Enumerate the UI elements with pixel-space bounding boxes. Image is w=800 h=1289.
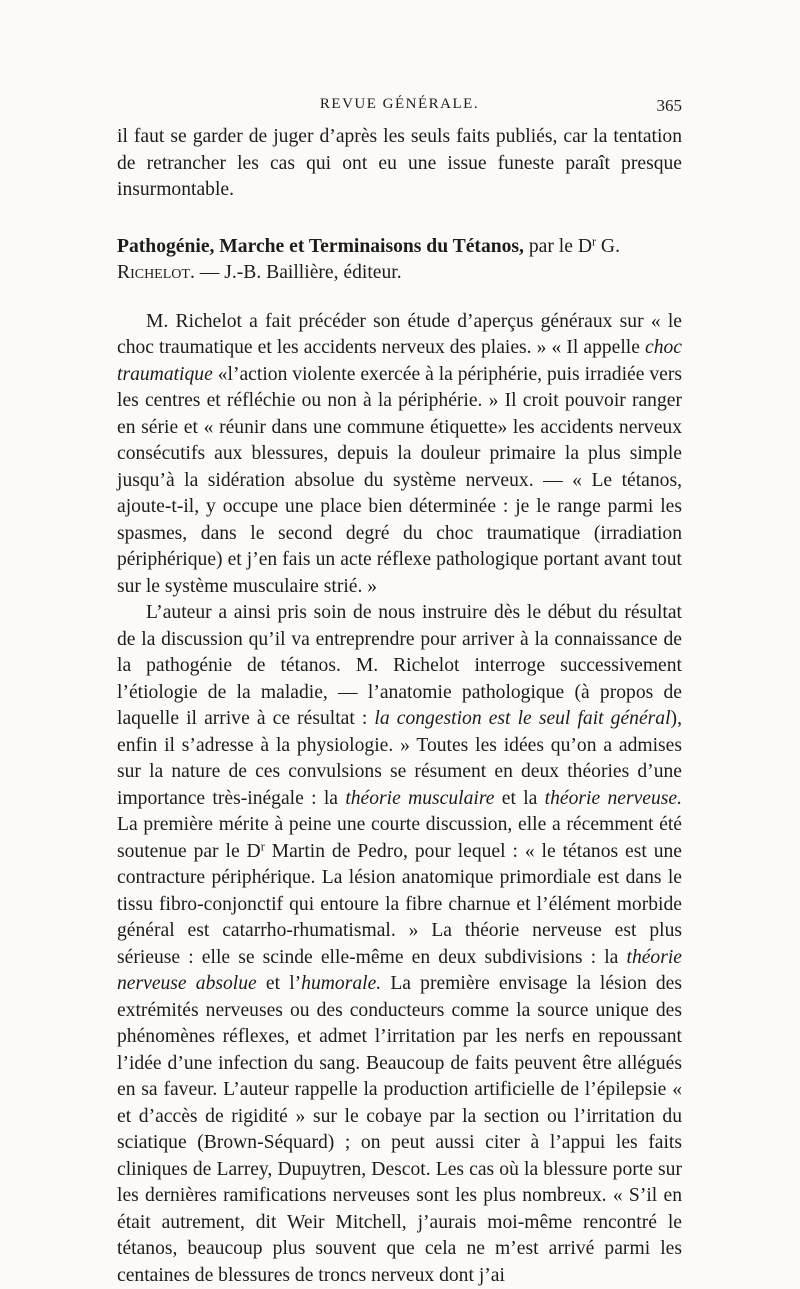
para2-text-7: La première envisage la lésion des extrémités nerveuses ou des conducteurs comme la source unique des phénomènes réflexes, et admet l’irritation par les nerfs en repoussant l’idée d’une infection du sang. Beaucoup de faits peuvent être allégués en sa faveur. L’auteur rappelle la production artificielle de l’épilepsie « et d’accès de rigidité » sur le cobaye par la section ou l’irritation du sciatique (Brown-Séquard) ; on peut aussi citer à l’appui les faits cliniques de Larrey, Dupuytren, Descot. Les cas où la blessure porte sur les dernières ramifications nerveuses sont les plus nombreux. « S’il en était autrement, dit Weir Mitchell, j’aurais moi-même rencontré le tétanos, beaucoup plus souvent que cela ne m’est arrivé parmi les centaines de blessures de troncs nerveux dont j’ai xyxy=(117,973,683,1286)
para2-italic-3: théorie nerveuse. xyxy=(544,787,682,809)
para2-italic-2: théorie musculaire xyxy=(345,787,495,809)
para2-sup-1: r xyxy=(260,838,265,853)
publisher: — J.-B. Baillière, éditeur. xyxy=(199,262,402,283)
para1-text-1: M. Richelot a fait précéder son étude d’aperçus généraux sur « le choc traumatique et les accidents nerveux des plaies. » « Il appelle xyxy=(117,310,682,358)
paragraph-1 xyxy=(117,309,682,601)
para2-italic-4: théorie nerveuse absolue xyxy=(117,946,682,994)
review-heading xyxy=(117,234,682,287)
running-title: REVUE GÉNÉRALE. xyxy=(319,96,480,112)
body-text xyxy=(117,124,682,1289)
para2-text-2: ), enfin il s’adresse à la physiologie. » Toutes les idées qu’on a admises sur la nature de ces convulsions se résument en deux théories d’une importance très-inégale : la xyxy=(117,708,682,809)
para2-italic-5: humorale. xyxy=(301,973,382,994)
review-by-sup: r xyxy=(591,233,597,248)
author-initial: G. xyxy=(600,235,620,257)
running-head xyxy=(117,96,682,122)
page-number: 365 xyxy=(656,96,682,115)
paragraph-2 xyxy=(117,600,682,1289)
para2-text-4: La première mérite à peine une courte discussion, elle a récemment été soutenue par le D xyxy=(117,814,682,862)
intro-paragraph: il faut se garder de juger d’après les seuls faits publiés, car la tentation de retrancher les cas qui ont eu une issue funeste paraît presque insurmontable. xyxy=(117,126,682,200)
author-name: Richelot. xyxy=(117,262,195,283)
para1-text-2: «l’action violente exercée à la périphérie, puis irradiée vers les centres et réfléchie ou non à la périphérie. » Il croit pouvoir ranger en série et « réunir dans une commune étiquette» les accidents nerveux consécutifs aux blessures, depuis la douleur primaire la plus simple jusqu’à la sidération absolue du système nerveux. — « Le tétanos, ajoute-t-il, y occupe une place bien déterminée : je le range parmi les spasmes, dans le second degré du choc traumatique (irradiation périphérique) et j’en fais un acte réflexe pathologique portant avant tout sur le système musculaire strié. » xyxy=(117,363,682,597)
para2-italic-1: la congestion est le seul fait général xyxy=(374,708,671,729)
para2-text-3: et la xyxy=(494,787,545,809)
para2-text-5: Martin de Pedro, pour lequel : « le tétanos est une contracture périphérique. La lésion anatomique primordiale est dans le tissu fibro-conjonctif qui entoure la fibre charnue et l’élément morbide général est catarrho-rhumatismal. » La théorie nerveuse est plus sérieuse : elle se scinde elle-même en deux subdivisions : la xyxy=(117,840,683,968)
review-title: Pathogénie, Marche et Terminaisons du Tétanos, xyxy=(117,235,524,257)
review-by-text: par le D xyxy=(528,235,592,257)
para1-italic-1: choc traumatique xyxy=(117,337,682,385)
review-by xyxy=(528,233,620,257)
para2-text-6: et l’ xyxy=(256,973,302,994)
para2-text-1: L’auteur a ainsi pris soin de nous instruire dès le début du résultat de la discussion qu’il va entreprendre pour arriver à la connaissance de la pathogénie de tétanos. M. Richelot interroge successivement l’étiologie de la maladie, — l’anatomie pathologique (à propos de laquelle il arrive à ce résultat : xyxy=(117,602,682,729)
